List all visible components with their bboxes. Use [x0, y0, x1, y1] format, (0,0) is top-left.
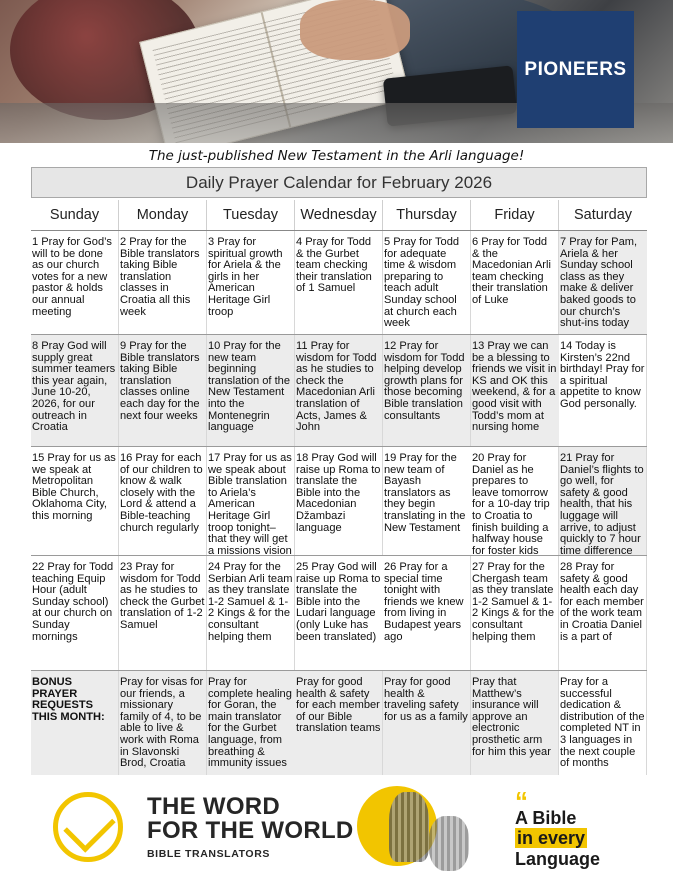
- calendar-day-cell: 14 Today is Kirsten’s 22nd birthday! Pray for a spiritual appetite to know God personally.: [559, 335, 647, 446]
- weekday-header: [31, 200, 647, 230]
- calendar-grid: [31, 230, 647, 775]
- calendar-title-bar: [31, 167, 647, 198]
- tagline-line-2: in every: [517, 828, 586, 848]
- bonus-item: Pray for visas for our friends, a missionary family of 4, to be able to live & work with Roma in Slavonski Brod, Croatia: [119, 671, 207, 775]
- calendar-day-cell: 26 Pray for a special time tonight with friends we knew from living in Budapest years ago: [383, 556, 471, 670]
- tagline-line-1: A Bible: [515, 808, 577, 828]
- day-header: Monday: [119, 200, 207, 230]
- bonus-item: Pray for good health & traveling safety for us as a family: [383, 671, 471, 775]
- day-header: Sunday: [31, 200, 119, 230]
- calendar-day-cell: 19 Pray for the new team of Bayash translators as they begin translating in the New Testament: [384, 452, 466, 534]
- calendar-day-cell: 18 Pray God will raise up Roma to translate the Bible into the Macedonian Džambazi language: [295, 447, 383, 555]
- calendar-day-cell: 10 Pray for the new team beginning translation of the New Testament into the Montenegrin language: [207, 335, 295, 446]
- word-for-the-world-logo-icon: [53, 792, 123, 862]
- word-for-the-world-wordmark: [147, 795, 354, 860]
- calendar-day-cell: 2 Pray for the Bible translators taking Bible translation classes in Croatia all this week: [119, 231, 207, 334]
- bonus-item: Pray that Matthew’s insurance will approve an electronic prosthetic arm for him this year: [471, 671, 559, 775]
- calendar-title: Daily Prayer Calendar for February 2026: [185, 172, 493, 192]
- open-quote-icon: “: [515, 786, 528, 816]
- calendar-day-cell: 9 Pray for the Bible translators taking Bible translation classes online each day for the next four weeks: [119, 335, 207, 446]
- calendar-day-cell: 24 Pray for the Serbian Arli team as they translate 1-2 Samuel & 1-2 Kings & for the consultant helping them: [207, 556, 295, 670]
- calendar-day-cell: 3 Pray for spiritual growth for Ariela & the girls in her American Heritage Girl troop: [207, 231, 295, 334]
- calendar-day-cell: 25 Pray God will raise up Roma to translate the Bible into the Ludari language (only Luke has been translated): [296, 561, 381, 643]
- day-header: Tuesday: [207, 200, 295, 230]
- calendar-day-cell: 22 Pray for Todd teaching Equip Hour (adult Sunday school) at our church on Sunday mornings: [31, 556, 119, 670]
- day-header: Friday: [471, 200, 559, 230]
- calendar-day-cell: 15 Pray for us as we speak at Metropolitan Bible Church, Oklahoma City, this morning: [31, 447, 119, 555]
- bonus-item: Pray for good health & safety for each member of our Bible translation teams: [295, 671, 383, 775]
- calendar-day-cell: 4 Pray for Todd & the Gurbet team checking their translation of 1 Samuel: [295, 231, 383, 334]
- calendar-day-cell: 27 Pray for the Chergash team as they translate 1-2 Samuel & 1-2 Kings & for the consultant helping them: [471, 556, 559, 670]
- calendar-day-cell: 23 Pray for wisdom for Todd as he studies to check the Gurbet translation of 1-2 Samuel: [119, 556, 207, 670]
- photo-hand: [300, 0, 410, 60]
- subtitle: The just-published New Testament in the Arli language!: [148, 148, 525, 164]
- header-photo: [0, 0, 673, 143]
- calendar-day-cell: 12 Pray for wisdom for Todd helping develop growth plans for those becoming Bible translation consultants: [383, 335, 471, 446]
- calendar-day-cell: 6 Pray for Todd & the Macedonian Arli team checking their translation of Luke: [471, 231, 559, 334]
- bible-tagline: [515, 786, 647, 869]
- pioneers-logo-text: PIONEERS: [524, 58, 627, 80]
- bonus-item: Pray for complete healing for Goran, the main translator for the Gurbet language, from breathing & immunity issues: [207, 671, 295, 775]
- pioneers-logo: [517, 11, 634, 128]
- calendar-day-cell: 5 Pray for Todd for adequate time & wisdom preparing to teach adult Sunday school at church each week: [383, 231, 471, 334]
- bonus-label: BONUS PRAYER REQUESTS THIS MONTH:: [31, 671, 119, 775]
- calendar-day-cell: 13 Pray we can be a blessing to friends we visit in KS and OK this weekend, & for a good visit with Todd’s mom at nursing home: [471, 335, 559, 446]
- calendar-day-cell: 17 Pray for us as we speak about Bible translation to Ariela’s American Heritage Girl troop tonight–that they will get a missions vision: [207, 447, 295, 555]
- day-header: Wednesday: [295, 200, 383, 230]
- calendar-day-cell: 21 Pray for Daniel’s flights to go well, for safety & good health, that his luggage will arrive, to adjust quickly to 7 hour time difference: [559, 447, 647, 555]
- calendar-day-cell: 7 Pray for Pam, Ariela & her Sunday school class as they make & deliver baked goods to our church’s shut-ins today: [559, 231, 647, 334]
- footer-banner: [31, 782, 647, 873]
- calendar-day-cell: 16 Pray for each of our children to know & walk closely with the Lord & attend a Bible-teaching church regularly: [119, 447, 207, 555]
- calendar-day-cell: 28 Pray for safety & good health each day for each member of the work team in Croatia Daniel is a part of: [559, 556, 647, 670]
- day-header: Saturday: [573, 207, 633, 223]
- prayer-calendar: [31, 200, 647, 775]
- calendar-day-cell: 1 Pray for God’s will to be done as our church votes for a new pastor & holds our annual meeting: [31, 231, 119, 334]
- wftw-line-3: BIBLE TRANSLATORS: [147, 848, 270, 860]
- wftw-line-2: FOR THE WORLD: [147, 817, 354, 844]
- day-header: Thursday: [383, 200, 471, 230]
- wftw-line-1: THE WORD: [147, 793, 281, 820]
- calendar-day-cell: 11 Pray for wisdom for Todd as he studies to check the Macedonian Arli translation of Acts, James & John: [295, 335, 383, 446]
- calendar-day-cell: 8 Pray God will supply great summer teamers this year again, June 10-20, 2026, for our outreach in Croatia: [31, 335, 119, 446]
- raised-hands-image: [349, 786, 469, 873]
- calendar-day-cell: 20 Pray for Daniel as he prepares to leave tomorrow for a 10-day trip to Croatia to finish building a halfway house for foster kids: [471, 447, 559, 555]
- bonus-item: Pray for a successful dedication & distribution of the completed NT in 3 languages in the next couple of months: [559, 671, 647, 775]
- tagline-line-3: Language: [515, 849, 601, 869]
